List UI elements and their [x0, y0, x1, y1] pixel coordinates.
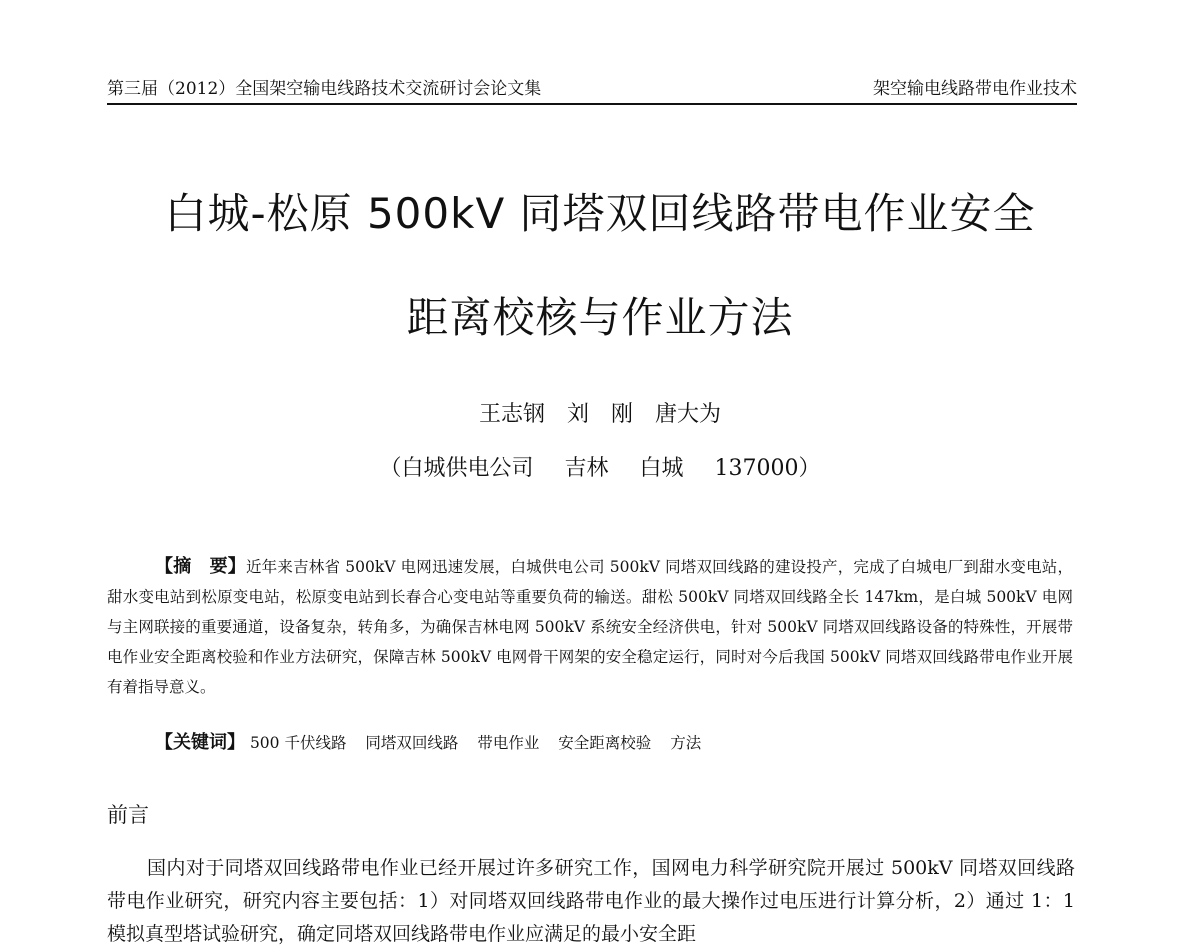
section-heading: 前言 [107, 803, 149, 827]
affiliation-close-paren: ） [798, 456, 821, 481]
paper-title-line-2: 距离校核与作业方法 [406, 293, 794, 342]
affiliation-open-paren: （ [379, 456, 402, 481]
keyword: 安全距离校验 [558, 734, 652, 752]
running-header [107, 78, 1077, 105]
keyword: 带电作业 [477, 734, 540, 752]
keywords-label: 【关键词】 [155, 732, 245, 753]
affiliation [0, 454, 1200, 484]
keywords [155, 728, 1075, 758]
abstract [107, 552, 1073, 702]
affiliation-province: 吉林 [564, 456, 609, 481]
abstract-text: 近年来吉林省 500kV 电网迅速发展，白城供电公司 500kV 同塔双回线路的建设投产，完成了白城电厂到甜水变电站，甜水变电站到松原变电站，松原变电站到长春合心变电站等重要负荷的输送。甜松 500kV 同塔双回线路全长 147km，是白城 500kV 电网与主网联接的重要通道，设备复杂，转角多，为确保吉林电网 500kV 系统安全经济供电，针对 500kV 同塔双回线路设备的特殊性，开展带电作业安全距离校验和作业方法研究，保障吉林 500kV 电网骨干网架的安全稳定运行，同时对今后我国 500kV 同塔双回线路带电作业开展有着指导意义。 [107, 558, 1073, 696]
keyword: 500 千伏线路 [249, 734, 347, 752]
keyword: 方法 [670, 734, 702, 752]
body-paragraph: 国内对于同塔双回线路带电作业已经开展过许多研究工作，国网电力科学研究院开展过 500kV 同塔双回线路带电作业研究，研究内容主要包括：1）对同塔双回线路带电作业的最大操作过电压进行计算分析，2）通过 1：1 模拟真型塔试验研究，确定同塔双回线路带电作业应满足的最小安全距 [107, 857, 1075, 945]
running-header-left: 第三届（2012）全国架空输电线路技术交流研讨会论文集 [107, 79, 542, 99]
abstract-label: 【摘 要】 [155, 556, 246, 577]
affiliation-postcode: 137000 [714, 456, 799, 481]
paper-title-line-1: 白城-松原 500kV 同塔双回线路带电作业安全 [164, 189, 1036, 238]
authors: 王志钢 刘 刚 唐大为 [478, 402, 721, 427]
affiliation-org: 白城供电公司 [401, 456, 534, 481]
running-header-right: 架空输电线路带电作业技术 [873, 79, 1077, 99]
keyword: 同塔双回线路 [365, 734, 459, 752]
affiliation-city: 白城 [639, 456, 684, 481]
